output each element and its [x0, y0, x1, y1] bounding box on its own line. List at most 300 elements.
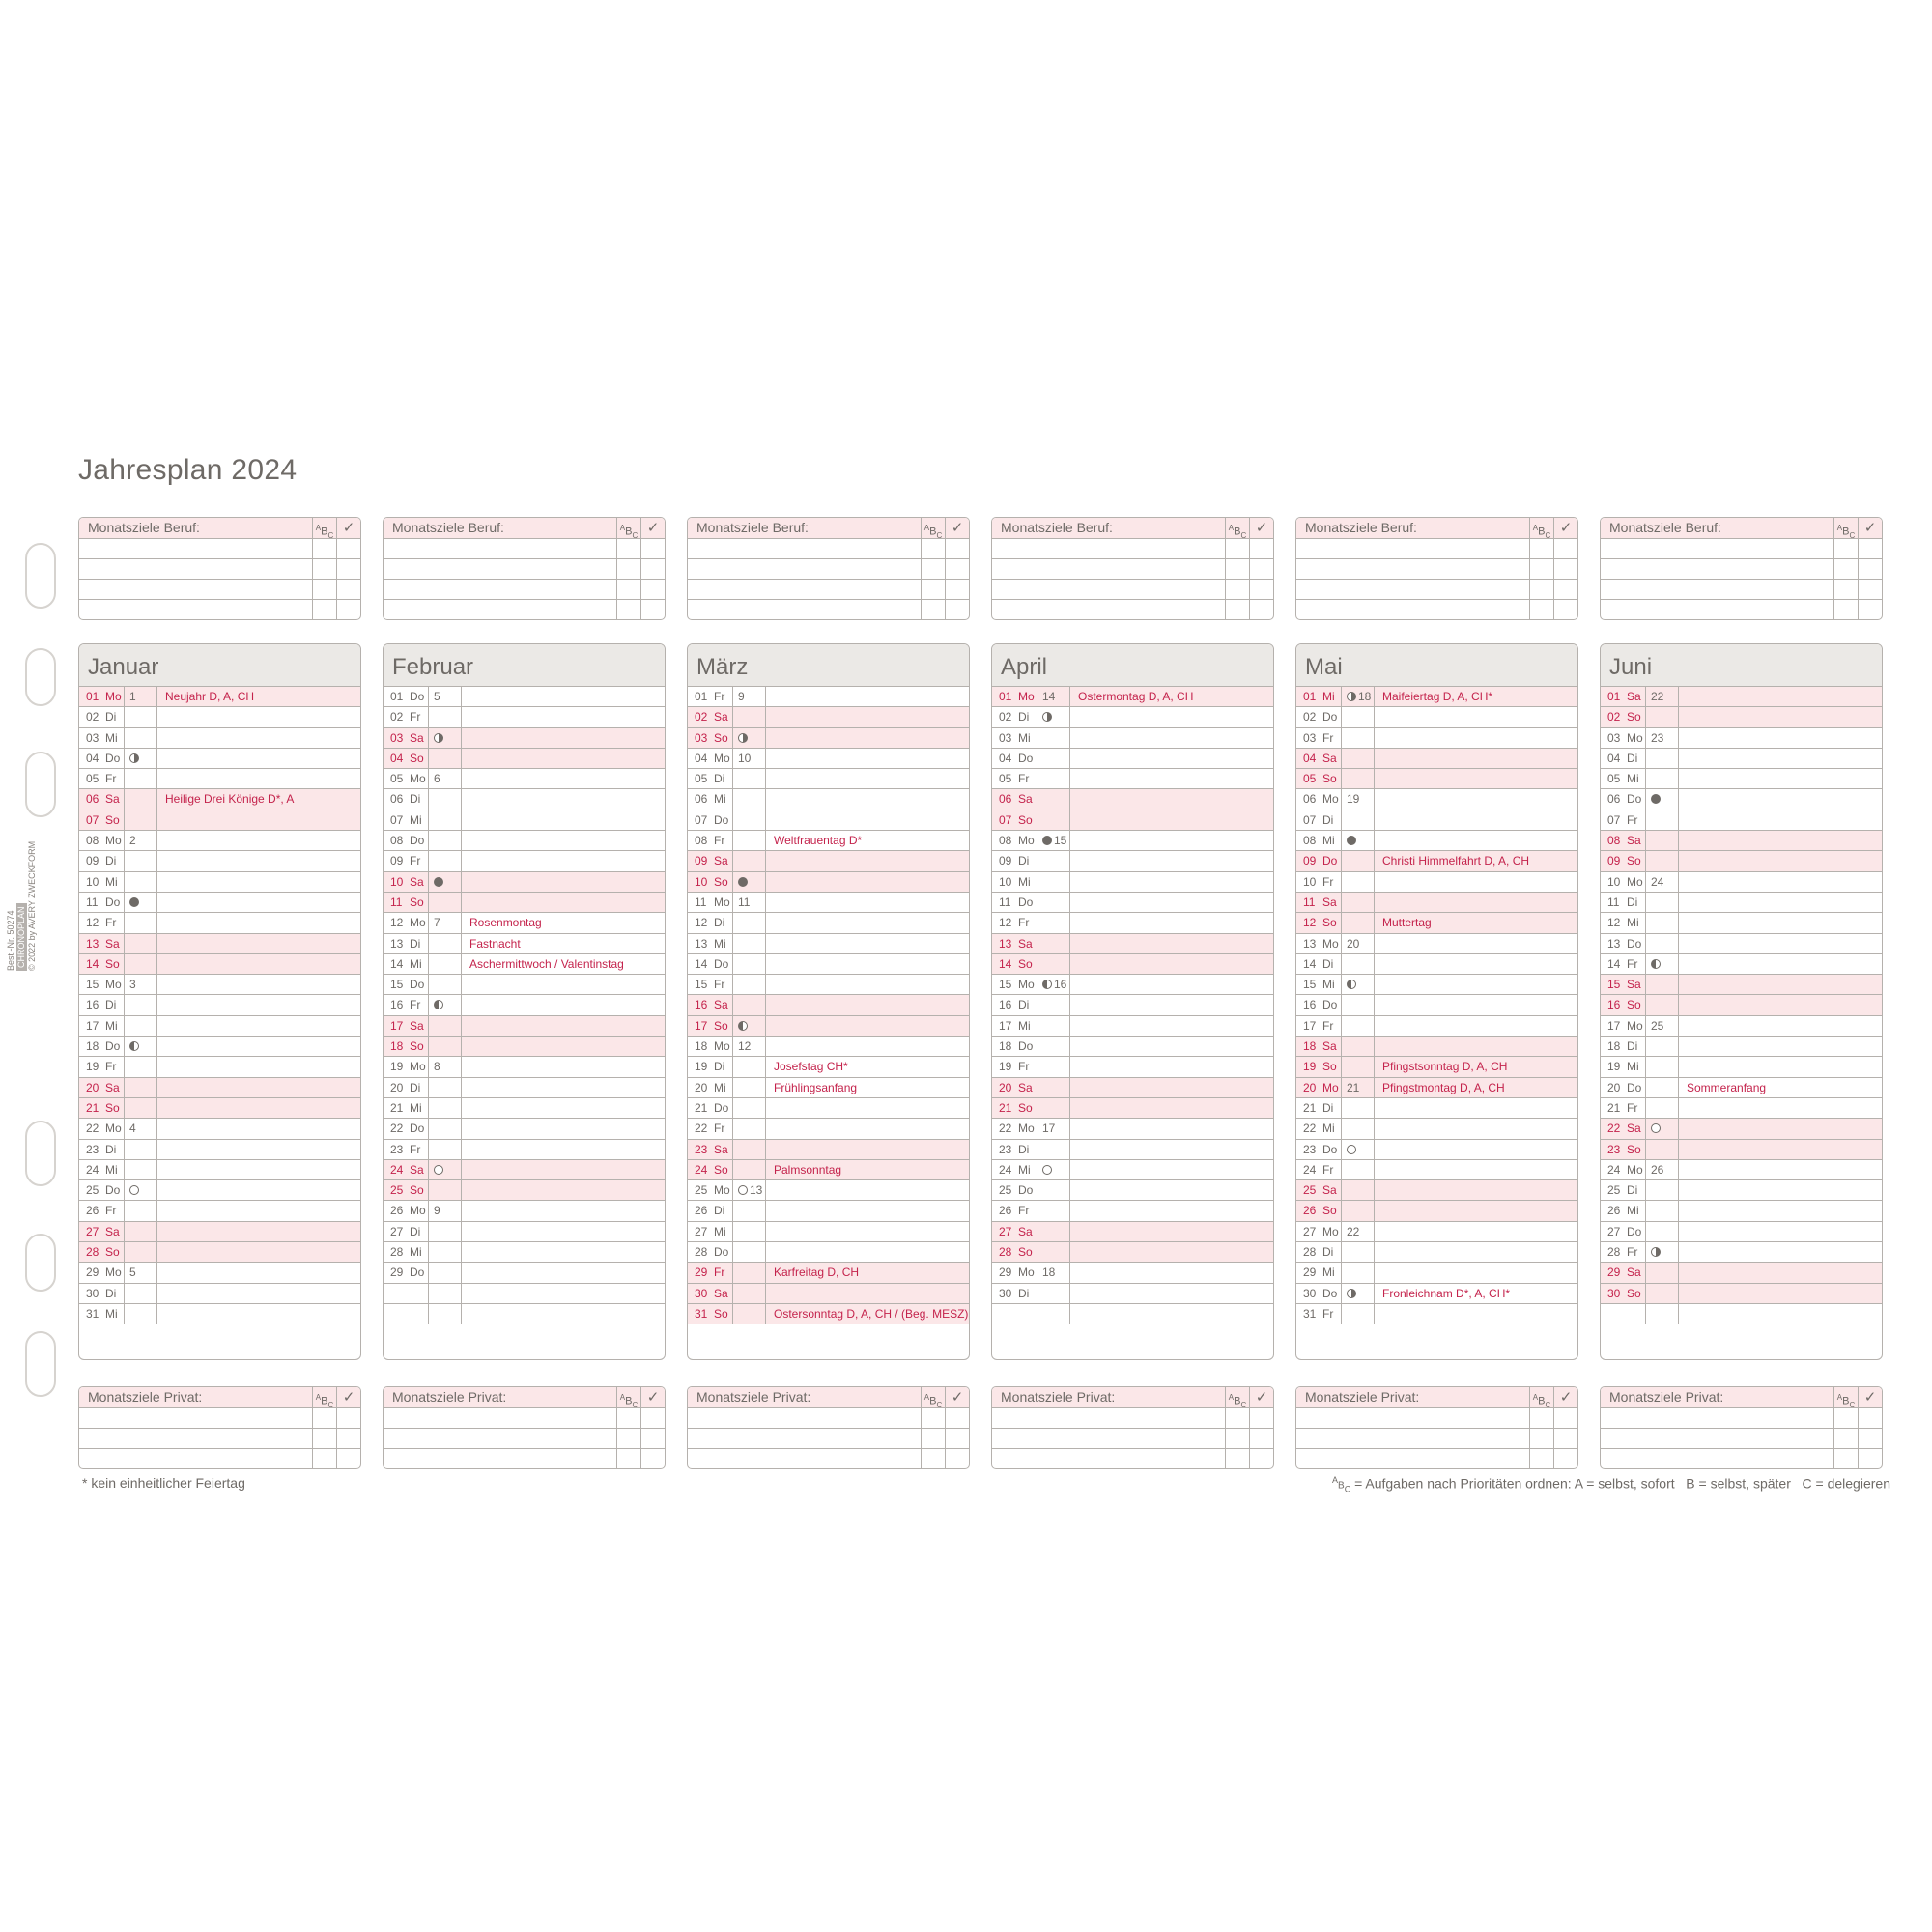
day-row[interactable]	[1296, 872, 1577, 893]
goal-entry[interactable]	[1601, 1429, 1833, 1448]
event-cell[interactable]	[157, 1078, 360, 1097]
event-cell[interactable]	[766, 749, 969, 768]
event-cell[interactable]	[1070, 1242, 1273, 1262]
day-row[interactable]	[992, 1222, 1273, 1242]
goal-row[interactable]	[992, 1449, 1273, 1468]
day-row[interactable]	[79, 975, 360, 995]
goal-row[interactable]	[1601, 1408, 1882, 1429]
day-row[interactable]	[688, 1284, 969, 1304]
check-cell[interactable]	[1249, 1408, 1273, 1428]
event-cell[interactable]: Sommeranfang	[1687, 1080, 1767, 1094]
day-row[interactable]	[1296, 1304, 1577, 1324]
event-cell[interactable]	[766, 810, 969, 830]
event-cell[interactable]	[1375, 1242, 1577, 1262]
day-row[interactable]	[79, 1057, 360, 1077]
priority-cell[interactable]	[312, 600, 336, 619]
day-row[interactable]	[992, 728, 1273, 749]
day-row[interactable]	[992, 789, 1273, 810]
day-row[interactable]	[384, 872, 665, 893]
check-cell[interactable]	[1553, 539, 1577, 558]
event-cell[interactable]	[157, 707, 360, 726]
event-cell[interactable]	[157, 1140, 360, 1159]
day-row[interactable]	[79, 1140, 360, 1160]
event-cell[interactable]	[1070, 1098, 1273, 1118]
event-cell[interactable]: Christi Himmelfahrt D, A, CH	[1382, 854, 1530, 868]
event-cell[interactable]	[1679, 954, 1882, 974]
goal-entry[interactable]	[1601, 1408, 1833, 1428]
event-cell[interactable]	[1375, 769, 1577, 788]
goal-entry[interactable]	[688, 580, 921, 599]
goal-row[interactable]	[1296, 1449, 1577, 1468]
day-row[interactable]	[688, 1078, 969, 1098]
goal-row[interactable]	[384, 600, 665, 619]
event-cell[interactable]	[766, 954, 969, 974]
goal-row[interactable]	[384, 539, 665, 559]
goal-entry[interactable]	[79, 1408, 312, 1428]
event-cell[interactable]	[157, 934, 360, 953]
event-cell[interactable]	[1070, 1304, 1273, 1324]
day-row[interactable]	[79, 1201, 360, 1221]
check-cell[interactable]	[945, 580, 969, 599]
day-row[interactable]	[992, 1016, 1273, 1037]
day-row[interactable]	[992, 1078, 1273, 1098]
day-row[interactable]	[384, 1140, 665, 1160]
event-cell[interactable]	[1679, 810, 1882, 830]
day-row[interactable]	[1296, 687, 1577, 707]
event-cell[interactable]	[766, 687, 969, 706]
event-cell[interactable]	[1679, 1037, 1882, 1056]
day-row[interactable]	[688, 707, 969, 727]
day-row[interactable]	[992, 913, 1273, 933]
event-cell[interactable]	[1679, 1016, 1882, 1036]
event-cell[interactable]	[1070, 1057, 1273, 1076]
goal-entry[interactable]	[1601, 600, 1833, 619]
goal-row[interactable]	[688, 559, 969, 580]
event-cell[interactable]	[1070, 954, 1273, 974]
event-cell[interactable]	[157, 893, 360, 912]
day-row[interactable]	[384, 1284, 665, 1304]
check-cell[interactable]	[1553, 559, 1577, 579]
day-row[interactable]	[1601, 1180, 1882, 1201]
day-row[interactable]	[79, 789, 360, 810]
day-row[interactable]	[1296, 1160, 1577, 1180]
event-cell[interactable]	[462, 1242, 665, 1262]
event-cell[interactable]	[1679, 687, 1882, 706]
day-row[interactable]	[1601, 893, 1882, 913]
event-cell[interactable]	[157, 995, 360, 1014]
event-cell[interactable]	[157, 1242, 360, 1262]
day-row[interactable]	[992, 1057, 1273, 1077]
day-row[interactable]	[1296, 851, 1577, 871]
event-cell[interactable]	[157, 1304, 360, 1324]
goal-row[interactable]	[1601, 539, 1882, 559]
day-row[interactable]	[1601, 789, 1882, 810]
goal-entry[interactable]	[992, 539, 1225, 558]
event-cell[interactable]	[1070, 707, 1273, 726]
event-cell[interactable]	[157, 954, 360, 974]
goal-entry[interactable]	[992, 1449, 1225, 1468]
event-cell[interactable]	[766, 769, 969, 788]
day-row[interactable]	[79, 1304, 360, 1324]
day-row[interactable]	[1296, 1119, 1577, 1139]
day-row[interactable]	[79, 851, 360, 871]
goal-row[interactable]	[1601, 1449, 1882, 1468]
event-cell[interactable]	[1679, 728, 1882, 748]
check-cell[interactable]	[1249, 539, 1273, 558]
event-cell[interactable]	[1375, 1119, 1577, 1138]
day-row[interactable]	[688, 1057, 969, 1077]
day-row[interactable]	[79, 1180, 360, 1201]
day-row[interactable]	[1296, 1201, 1577, 1221]
check-cell[interactable]	[1553, 1429, 1577, 1448]
goal-row[interactable]	[1296, 559, 1577, 580]
day-row[interactable]	[688, 1140, 969, 1160]
day-row[interactable]	[688, 913, 969, 933]
check-cell[interactable]	[640, 580, 665, 599]
day-row[interactable]	[688, 1180, 969, 1201]
goal-entry[interactable]	[384, 600, 616, 619]
event-cell[interactable]	[462, 1037, 665, 1056]
event-cell[interactable]	[462, 1160, 665, 1179]
event-cell[interactable]	[1375, 893, 1577, 912]
event-cell[interactable]	[766, 1242, 969, 1262]
day-row[interactable]	[1601, 1284, 1882, 1304]
check-cell[interactable]	[640, 539, 665, 558]
check-cell[interactable]	[1858, 1408, 1882, 1428]
event-cell[interactable]	[157, 1201, 360, 1220]
event-cell[interactable]	[1070, 1140, 1273, 1159]
check-cell[interactable]	[640, 600, 665, 619]
goal-entry[interactable]	[1296, 559, 1529, 579]
goal-entry[interactable]	[688, 600, 921, 619]
day-row[interactable]	[992, 995, 1273, 1015]
event-cell[interactable]	[1679, 913, 1882, 932]
event-cell[interactable]: Frühlingsanfang	[774, 1080, 858, 1094]
day-row[interactable]	[688, 851, 969, 871]
goal-entry[interactable]	[79, 1449, 312, 1468]
priority-cell[interactable]	[616, 559, 640, 579]
event-cell[interactable]	[1375, 1201, 1577, 1220]
event-cell[interactable]	[462, 995, 665, 1014]
goal-row[interactable]	[1296, 1429, 1577, 1449]
goal-entry[interactable]	[1601, 559, 1833, 579]
priority-cell[interactable]	[616, 1429, 640, 1448]
event-cell[interactable]	[1070, 913, 1273, 932]
day-row[interactable]	[79, 687, 360, 707]
goal-row[interactable]	[992, 600, 1273, 619]
day-row[interactable]	[384, 687, 665, 707]
day-row[interactable]	[688, 810, 969, 831]
goal-row[interactable]	[1601, 580, 1882, 600]
event-cell[interactable]	[1070, 831, 1273, 850]
event-cell[interactable]	[1679, 1160, 1882, 1179]
day-row[interactable]	[79, 1016, 360, 1037]
event-cell[interactable]	[157, 749, 360, 768]
priority-cell[interactable]	[312, 580, 336, 599]
day-row[interactable]	[1601, 913, 1882, 933]
goal-entry[interactable]	[1296, 1449, 1529, 1468]
goal-entry[interactable]	[688, 1449, 921, 1468]
event-cell[interactable]	[462, 1140, 665, 1159]
event-cell[interactable]	[1070, 851, 1273, 870]
event-cell[interactable]	[1679, 1119, 1882, 1138]
event-cell[interactable]: Palmsonntag	[774, 1162, 842, 1177]
event-cell[interactable]	[1679, 1284, 1882, 1303]
goal-row[interactable]	[992, 539, 1273, 559]
goal-row[interactable]	[384, 580, 665, 600]
event-cell[interactable]	[766, 789, 969, 809]
day-row[interactable]	[1601, 1016, 1882, 1037]
day-row[interactable]	[992, 1201, 1273, 1221]
day-row[interactable]	[384, 1263, 665, 1283]
event-cell[interactable]	[766, 1119, 969, 1138]
day-row[interactable]	[688, 728, 969, 749]
goal-entry[interactable]	[1296, 539, 1529, 558]
event-cell[interactable]	[462, 851, 665, 870]
day-row[interactable]	[1296, 831, 1577, 851]
event-cell[interactable]	[157, 1160, 360, 1179]
event-cell[interactable]	[157, 851, 360, 870]
goal-row[interactable]	[1601, 600, 1882, 619]
day-row[interactable]	[688, 893, 969, 913]
check-cell[interactable]	[945, 600, 969, 619]
event-cell[interactable]	[1679, 851, 1882, 870]
event-cell[interactable]	[1070, 1160, 1273, 1179]
priority-cell[interactable]	[1833, 539, 1858, 558]
event-cell[interactable]	[462, 975, 665, 994]
day-row[interactable]	[1601, 872, 1882, 893]
day-row[interactable]	[688, 995, 969, 1015]
day-row[interactable]	[992, 1098, 1273, 1119]
priority-cell[interactable]	[1529, 1408, 1553, 1428]
priority-cell[interactable]	[1225, 539, 1249, 558]
day-row[interactable]	[1296, 1180, 1577, 1201]
check-cell[interactable]	[336, 580, 360, 599]
event-cell[interactable]	[1679, 1242, 1882, 1262]
day-row[interactable]	[1296, 810, 1577, 831]
day-row[interactable]	[79, 1222, 360, 1242]
day-row[interactable]	[384, 1160, 665, 1180]
day-row[interactable]	[688, 1037, 969, 1057]
day-row[interactable]	[992, 1263, 1273, 1283]
day-row[interactable]	[992, 1140, 1273, 1160]
goal-row[interactable]	[992, 559, 1273, 580]
goal-row[interactable]	[688, 1408, 969, 1429]
event-cell[interactable]	[766, 1016, 969, 1036]
check-cell[interactable]	[1249, 1429, 1273, 1448]
day-row[interactable]	[992, 810, 1273, 831]
goal-row[interactable]	[384, 559, 665, 580]
day-row[interactable]	[1296, 1284, 1577, 1304]
event-cell[interactable]	[462, 1201, 665, 1220]
day-row[interactable]	[1601, 1057, 1882, 1077]
event-cell[interactable]	[1375, 872, 1577, 892]
event-cell[interactable]	[462, 831, 665, 850]
day-row[interactable]	[992, 1160, 1273, 1180]
priority-cell[interactable]	[312, 1449, 336, 1468]
day-row[interactable]	[992, 893, 1273, 913]
goal-row[interactable]	[992, 1408, 1273, 1429]
event-cell[interactable]	[766, 707, 969, 726]
day-row[interactable]	[1601, 995, 1882, 1015]
event-cell[interactable]	[1679, 831, 1882, 850]
goal-entry[interactable]	[384, 539, 616, 558]
event-cell[interactable]: Josefstag CH*	[774, 1060, 848, 1074]
day-row[interactable]	[79, 707, 360, 727]
event-cell[interactable]	[1679, 789, 1882, 809]
event-cell[interactable]: Pfingstsonntag D, A, CH	[1382, 1060, 1508, 1074]
goal-row[interactable]	[992, 1429, 1273, 1449]
day-row[interactable]	[992, 707, 1273, 727]
event-cell[interactable]	[1375, 1098, 1577, 1118]
event-cell[interactable]	[1375, 1016, 1577, 1036]
priority-cell[interactable]	[921, 539, 945, 558]
event-cell[interactable]	[1070, 1201, 1273, 1220]
goal-row[interactable]	[1296, 600, 1577, 619]
event-cell[interactable]	[1375, 1160, 1577, 1179]
event-cell[interactable]	[1375, 749, 1577, 768]
event-cell[interactable]	[462, 1016, 665, 1036]
event-cell[interactable]	[1679, 995, 1882, 1014]
priority-cell[interactable]	[1833, 580, 1858, 599]
event-cell[interactable]	[1070, 893, 1273, 912]
goal-row[interactable]	[79, 600, 360, 619]
priority-cell[interactable]	[312, 559, 336, 579]
event-cell[interactable]	[1375, 995, 1577, 1014]
day-row[interactable]	[384, 851, 665, 871]
day-row[interactable]	[1296, 1098, 1577, 1119]
goal-entry[interactable]	[79, 539, 312, 558]
event-cell[interactable]	[462, 728, 665, 748]
event-cell[interactable]: Karfreitag D, CH	[774, 1265, 860, 1280]
day-row[interactable]	[384, 707, 665, 727]
day-row[interactable]	[79, 1078, 360, 1098]
day-row[interactable]	[384, 934, 665, 954]
day-row[interactable]	[79, 954, 360, 975]
priority-cell[interactable]	[921, 580, 945, 599]
goal-entry[interactable]	[992, 580, 1225, 599]
event-cell[interactable]	[462, 749, 665, 768]
event-cell[interactable]	[462, 1304, 665, 1324]
event-cell[interactable]	[766, 975, 969, 994]
check-cell[interactable]	[336, 1429, 360, 1448]
event-cell[interactable]	[462, 1263, 665, 1282]
priority-cell[interactable]	[1833, 559, 1858, 579]
day-row[interactable]	[384, 728, 665, 749]
day-row[interactable]	[1601, 1119, 1882, 1139]
day-row[interactable]	[1296, 1242, 1577, 1263]
day-row[interactable]	[992, 1284, 1273, 1304]
event-cell[interactable]: Fastnacht	[469, 936, 521, 951]
check-cell[interactable]	[336, 539, 360, 558]
day-row[interactable]	[688, 1263, 969, 1283]
event-cell[interactable]	[462, 1057, 665, 1076]
day-row[interactable]	[992, 954, 1273, 975]
event-cell[interactable]	[157, 769, 360, 788]
day-row[interactable]	[992, 687, 1273, 707]
day-row[interactable]	[79, 1119, 360, 1139]
event-cell[interactable]	[1375, 1180, 1577, 1200]
event-cell[interactable]	[157, 728, 360, 748]
event-cell[interactable]	[1679, 1222, 1882, 1241]
day-row[interactable]	[79, 913, 360, 933]
event-cell[interactable]	[462, 1222, 665, 1241]
check-cell[interactable]	[945, 1449, 969, 1468]
check-cell[interactable]	[640, 1429, 665, 1448]
event-cell[interactable]	[157, 872, 360, 892]
event-cell[interactable]	[1679, 934, 1882, 953]
goal-row[interactable]	[79, 1449, 360, 1468]
event-cell[interactable]	[1070, 1016, 1273, 1036]
event-cell[interactable]	[1375, 1263, 1577, 1282]
goal-row[interactable]	[79, 1408, 360, 1429]
priority-cell[interactable]	[1833, 1429, 1858, 1448]
day-row[interactable]	[1296, 975, 1577, 995]
day-row[interactable]	[1601, 1201, 1882, 1221]
day-row[interactable]	[992, 851, 1273, 871]
day-row[interactable]	[384, 789, 665, 810]
event-cell[interactable]	[462, 893, 665, 912]
day-row[interactable]	[1601, 769, 1882, 789]
day-row[interactable]	[1601, 749, 1882, 769]
day-row[interactable]	[1601, 831, 1882, 851]
event-cell[interactable]	[1375, 810, 1577, 830]
event-cell[interactable]	[1070, 1284, 1273, 1303]
priority-cell[interactable]	[921, 600, 945, 619]
day-row[interactable]	[992, 831, 1273, 851]
goal-row[interactable]	[1601, 559, 1882, 580]
goal-row[interactable]	[1601, 1429, 1882, 1449]
event-cell[interactable]	[1679, 1263, 1882, 1282]
event-cell[interactable]	[1070, 769, 1273, 788]
day-row[interactable]	[1296, 769, 1577, 789]
priority-cell[interactable]	[616, 600, 640, 619]
day-row[interactable]	[79, 1160, 360, 1180]
goal-entry[interactable]	[992, 600, 1225, 619]
goal-row[interactable]	[79, 559, 360, 580]
priority-cell[interactable]	[312, 1429, 336, 1448]
event-cell[interactable]	[1070, 1078, 1273, 1097]
event-cell[interactable]	[157, 1180, 360, 1200]
event-cell[interactable]	[766, 1037, 969, 1056]
event-cell[interactable]: Pfingstmontag D, A, CH	[1382, 1080, 1505, 1094]
event-cell[interactable]	[462, 1180, 665, 1200]
day-row[interactable]	[1296, 1078, 1577, 1098]
goal-entry[interactable]	[688, 1429, 921, 1448]
day-row[interactable]	[1601, 707, 1882, 727]
priority-cell[interactable]	[1833, 600, 1858, 619]
goal-entry[interactable]	[384, 1449, 616, 1468]
day-row[interactable]	[688, 1016, 969, 1037]
day-row[interactable]	[1296, 913, 1577, 933]
day-row[interactable]	[1601, 1263, 1882, 1283]
check-cell[interactable]	[640, 1449, 665, 1468]
goal-entry[interactable]	[992, 559, 1225, 579]
day-row[interactable]	[384, 1016, 665, 1037]
day-row[interactable]	[992, 872, 1273, 893]
check-cell[interactable]	[336, 1408, 360, 1428]
priority-cell[interactable]	[1529, 600, 1553, 619]
day-row[interactable]	[1601, 1242, 1882, 1263]
priority-cell[interactable]	[1529, 1449, 1553, 1468]
day-row[interactable]	[384, 1037, 665, 1057]
event-cell[interactable]	[766, 893, 969, 912]
day-row[interactable]	[79, 1098, 360, 1119]
check-cell[interactable]	[1858, 1449, 1882, 1468]
day-row[interactable]	[688, 975, 969, 995]
goal-entry[interactable]	[384, 1429, 616, 1448]
event-cell[interactable]	[1070, 1222, 1273, 1241]
